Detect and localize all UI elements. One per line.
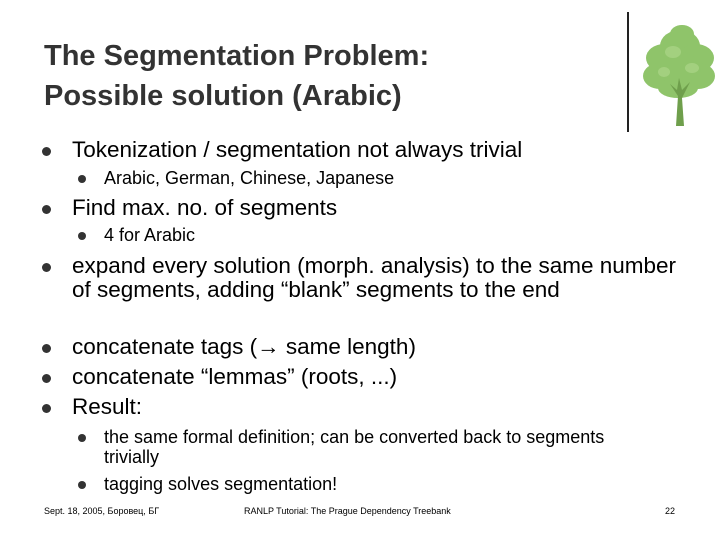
bullet-dot — [78, 481, 86, 489]
title-line-1: The Segmentation Problem: — [44, 40, 430, 72]
bullet-tokenization: Tokenization / segmentation not always trivial — [72, 138, 692, 162]
page-number: 22 — [665, 506, 676, 516]
title-line-2: Possible solution (Arabic) — [44, 80, 402, 112]
sub-bullet-formal-definition: the same formal definition; can be converted back to segments trivially — [104, 427, 644, 467]
sub-bullet-arabic-count: 4 for Arabic — [104, 225, 664, 245]
bullet-dot — [78, 434, 86, 442]
tree-logo-icon — [640, 22, 718, 128]
bullet-dot — [42, 147, 51, 156]
bullet-dot — [78, 232, 86, 240]
bullet-concatenate-lemmas: concatenate “lemmas” (roots, ...) — [72, 365, 692, 389]
bullet-dot — [78, 175, 86, 183]
title-divider — [627, 12, 629, 132]
bullet-dot — [42, 344, 51, 353]
bullet-dot — [42, 263, 51, 272]
sub-bullet-tagging: tagging solves segmentation! — [104, 474, 664, 494]
slide-title — [44, 36, 604, 116]
bullet-max-segments: Find max. no. of segments — [72, 196, 692, 220]
bullet-dot — [42, 205, 51, 214]
sub-bullet-languages: Arabic, German, Chinese, Japanese — [104, 168, 664, 188]
footer-date: Sept. 18, 2005, Боровец, БГ — [44, 506, 160, 516]
bullet-dot — [42, 404, 51, 413]
bullet-concatenate-tags: concatenate tags (→ same length) — [72, 335, 692, 359]
bullet-expand: expand every solution (morph. analysis) to the same number of segments, adding “blank” segments to the end — [72, 254, 682, 302]
bullet-result: Result: — [72, 395, 692, 419]
bullet-dot — [42, 374, 51, 383]
footer-title: RANLP Tutorial: The Prague Dependency Treebank — [244, 506, 451, 516]
